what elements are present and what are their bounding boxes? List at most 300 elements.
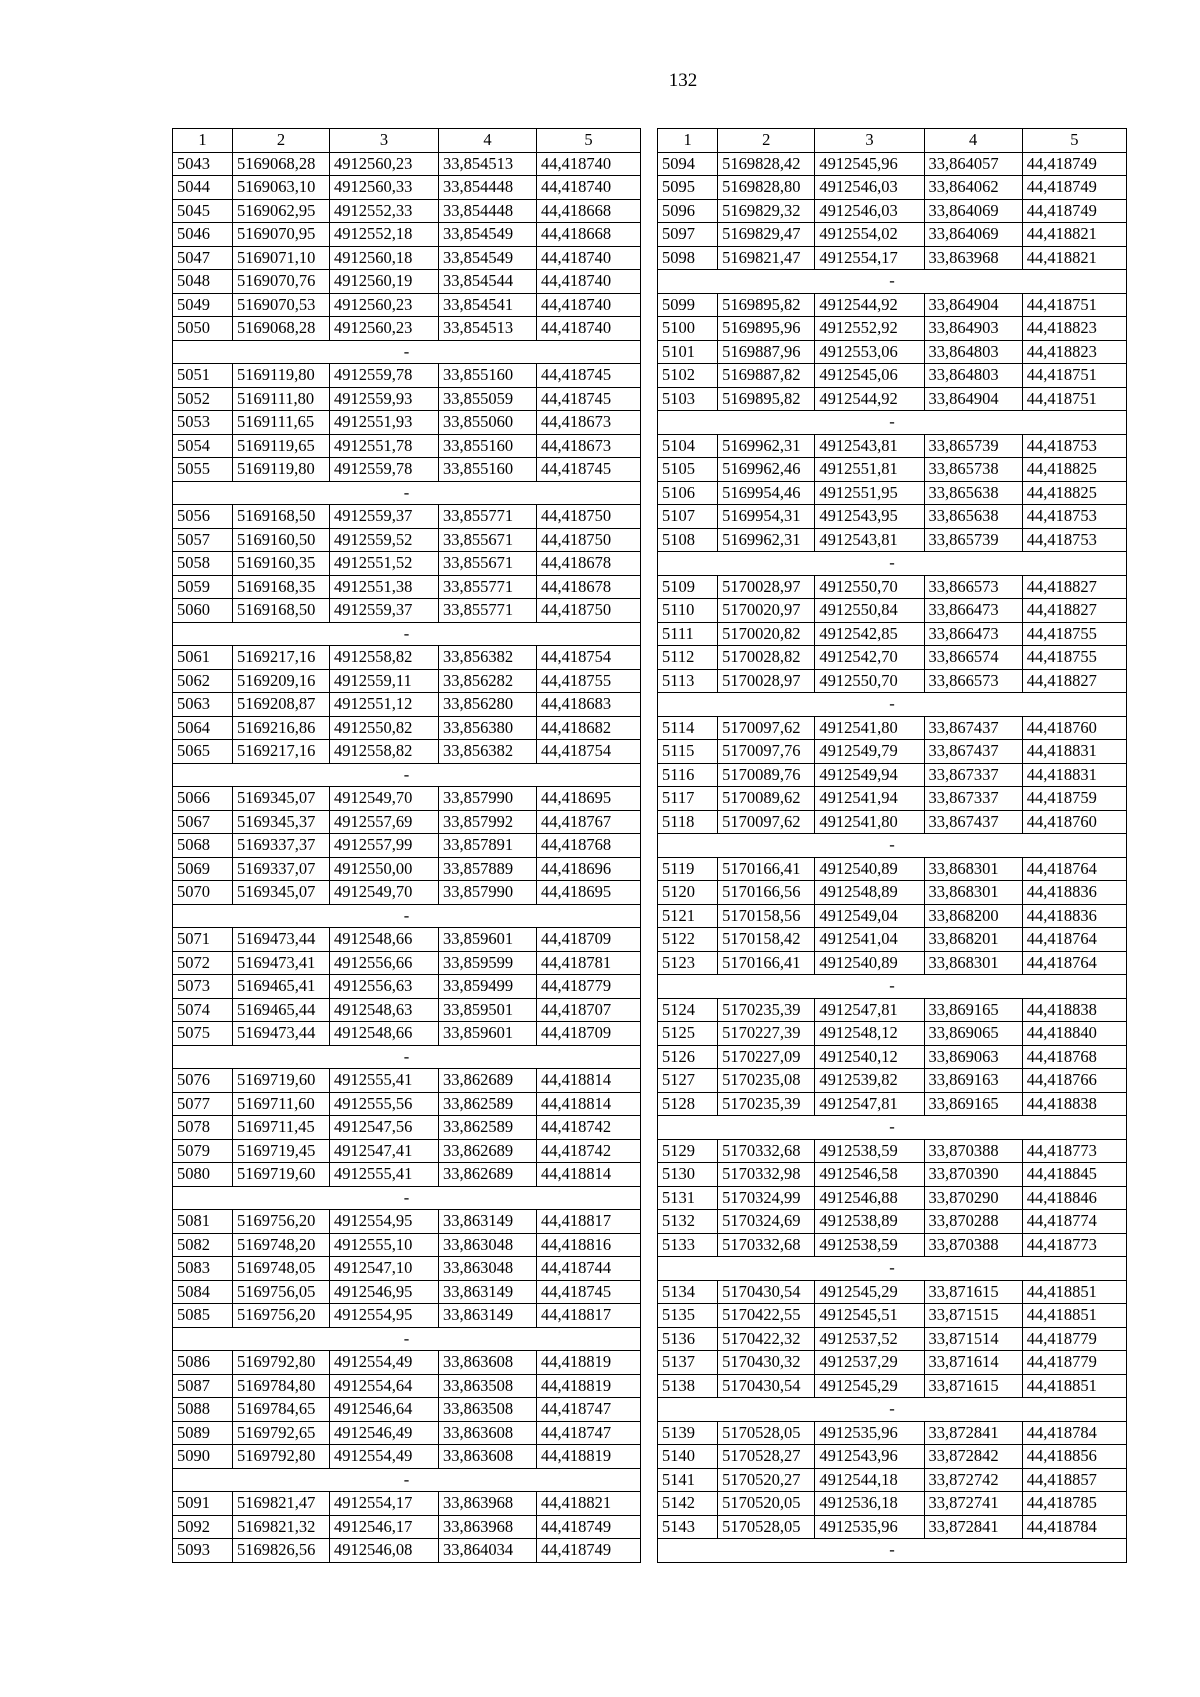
y-coordinate-cell: 4912543,81 [815,434,924,458]
y-coordinate-cell: 4912548,89 [815,881,924,905]
latitude-cell: 44,418749 [1022,199,1126,223]
point-number-cell: 5045 [173,199,233,223]
y-coordinate-cell: 4912544,92 [815,293,924,317]
longitude-cell: 33,864069 [924,199,1022,223]
longitude-cell: 33,859601 [439,1022,537,1046]
y-coordinate-cell: 4912541,94 [815,787,924,811]
separator-cell: - [173,1327,641,1351]
x-coordinate-cell: 5169465,41 [233,975,330,999]
latitude-cell: 44,418814 [537,1163,641,1187]
longitude-cell: 33,865739 [924,528,1022,552]
table-row [173,246,641,270]
x-coordinate-cell: 5169719,60 [233,1163,330,1187]
table-row [658,434,1127,458]
y-coordinate-cell: 4912552,92 [815,317,924,341]
y-coordinate-cell: 4912550,00 [330,857,439,881]
x-coordinate-cell: 5170020,97 [718,599,815,623]
longitude-cell: 33,863048 [439,1233,537,1257]
y-coordinate-cell: 4912549,79 [815,740,924,764]
latitude-cell: 44,418838 [1022,998,1126,1022]
x-coordinate-cell: 5169962,31 [718,434,815,458]
longitude-cell: 33,871515 [924,1304,1022,1328]
point-number-cell: 5141 [658,1468,718,1492]
longitude-cell: 33,872742 [924,1468,1022,1492]
table-row [173,152,641,176]
longitude-cell: 33,857992 [439,810,537,834]
x-coordinate-cell: 5170028,97 [718,575,815,599]
table-row [173,599,641,623]
longitude-cell: 33,867437 [924,810,1022,834]
longitude-cell: 33,867337 [924,763,1022,787]
separator-cell: - [658,411,1127,435]
table-row [173,505,641,529]
table-row [658,246,1127,270]
table-row [173,1445,641,1469]
separator-row [173,1186,641,1210]
latitude-cell: 44,418764 [1022,951,1126,975]
table-row [173,387,641,411]
table-row [658,1210,1127,1234]
separator-cell: - [173,481,641,505]
table-row [173,1539,641,1563]
y-coordinate-cell: 4912546,17 [330,1515,439,1539]
point-number-cell: 5124 [658,998,718,1022]
y-coordinate-cell: 4912545,51 [815,1304,924,1328]
x-coordinate-cell: 5169070,76 [233,270,330,294]
y-coordinate-cell: 4912554,17 [330,1492,439,1516]
latitude-cell: 44,418755 [537,669,641,693]
latitude-cell: 44,418755 [1022,646,1126,670]
x-coordinate-cell: 5169756,05 [233,1280,330,1304]
longitude-cell: 33,862589 [439,1092,537,1116]
longitude-cell: 33,872841 [924,1421,1022,1445]
longitude-cell: 33,854448 [439,176,537,200]
x-coordinate-cell: 5169217,16 [233,646,330,670]
table-row [658,223,1127,247]
point-number-cell: 5069 [173,857,233,881]
table-row [173,693,641,717]
longitude-cell: 33,870390 [924,1163,1022,1187]
latitude-cell: 44,418816 [537,1233,641,1257]
x-coordinate-cell: 5169821,32 [233,1515,330,1539]
y-coordinate-cell: 4912560,23 [330,317,439,341]
separator-row [173,340,641,364]
longitude-cell: 33,868301 [924,881,1022,905]
latitude-cell: 44,418678 [537,575,641,599]
table-row [658,387,1127,411]
y-coordinate-cell: 4912551,95 [815,481,924,505]
longitude-cell: 33,866574 [924,646,1022,670]
y-coordinate-cell: 4912549,70 [330,787,439,811]
longitude-cell: 33,863508 [439,1374,537,1398]
table-row [173,411,641,435]
table-row [173,951,641,975]
point-number-cell: 5136 [658,1327,718,1351]
table-row [658,1092,1127,1116]
y-coordinate-cell: 4912558,82 [330,646,439,670]
latitude-cell: 44,418774 [1022,1210,1126,1234]
longitude-cell: 33,856380 [439,716,537,740]
x-coordinate-cell: 5169208,87 [233,693,330,717]
latitude-cell: 44,418767 [537,810,641,834]
x-coordinate-cell: 5169217,16 [233,740,330,764]
point-number-cell: 5079 [173,1139,233,1163]
coordinates-table-left [172,128,641,1563]
table-row [658,481,1127,505]
column-header: 5 [1022,129,1126,153]
separator-cell: - [658,834,1127,858]
longitude-cell: 33,865638 [924,505,1022,529]
column-header: 4 [924,129,1022,153]
x-coordinate-cell: 5169337,07 [233,857,330,881]
x-coordinate-cell: 5169962,46 [718,458,815,482]
longitude-cell: 33,857990 [439,787,537,811]
y-coordinate-cell: 4912540,89 [815,857,924,881]
y-coordinate-cell: 4912554,49 [330,1445,439,1469]
latitude-cell: 44,418753 [1022,434,1126,458]
table-row [173,552,641,576]
y-coordinate-cell: 4912536,18 [815,1492,924,1516]
latitude-cell: 44,418751 [1022,293,1126,317]
table-row [658,857,1127,881]
latitude-cell: 44,418779 [537,975,641,999]
table-row [658,998,1127,1022]
column-header: 2 [718,129,815,153]
table-row [658,787,1127,811]
y-coordinate-cell: 4912546,64 [330,1398,439,1422]
longitude-cell: 33,859499 [439,975,537,999]
point-number-cell: 5076 [173,1069,233,1093]
longitude-cell: 33,864904 [924,293,1022,317]
separator-row [658,411,1127,435]
table-row [173,1210,641,1234]
latitude-cell: 44,418766 [1022,1069,1126,1093]
point-number-cell: 5096 [658,199,718,223]
table-row [173,528,641,552]
x-coordinate-cell: 5169784,80 [233,1374,330,1398]
x-coordinate-cell: 5170332,98 [718,1163,815,1187]
table-row [658,340,1127,364]
longitude-cell: 33,870388 [924,1139,1022,1163]
x-coordinate-cell: 5169895,82 [718,387,815,411]
table-row [173,646,641,670]
latitude-cell: 44,418838 [1022,1092,1126,1116]
point-number-cell: 5067 [173,810,233,834]
x-coordinate-cell: 5169070,53 [233,293,330,317]
latitude-cell: 44,418749 [537,1515,641,1539]
point-number-cell: 5093 [173,1539,233,1563]
longitude-cell: 33,868201 [924,928,1022,952]
separator-row [658,1116,1127,1140]
latitude-cell: 44,418745 [537,387,641,411]
latitude-cell: 44,418821 [1022,223,1126,247]
y-coordinate-cell: 4912556,63 [330,975,439,999]
table-row [173,364,641,388]
y-coordinate-cell: 4912535,96 [815,1421,924,1445]
x-coordinate-cell: 5170020,82 [718,622,815,646]
longitude-cell: 33,868301 [924,951,1022,975]
y-coordinate-cell: 4912548,63 [330,998,439,1022]
point-number-cell: 5106 [658,481,718,505]
longitude-cell: 33,855671 [439,528,537,552]
point-number-cell: 5085 [173,1304,233,1328]
latitude-cell: 44,418760 [1022,716,1126,740]
y-coordinate-cell: 4912559,11 [330,669,439,693]
x-coordinate-cell: 5170097,62 [718,716,815,740]
latitude-cell: 44,418695 [537,787,641,811]
longitude-cell: 33,864904 [924,387,1022,411]
x-coordinate-cell: 5169962,31 [718,528,815,552]
table-header-row [173,129,641,153]
longitude-cell: 33,862689 [439,1139,537,1163]
point-number-cell: 5107 [658,505,718,529]
latitude-cell: 44,418707 [537,998,641,1022]
table-row [173,270,641,294]
latitude-cell: 44,418668 [537,223,641,247]
latitude-cell: 44,418836 [1022,881,1126,905]
longitude-cell: 33,867337 [924,787,1022,811]
y-coordinate-cell: 4912551,78 [330,434,439,458]
table-row [173,1257,641,1281]
longitude-cell: 33,854513 [439,317,537,341]
point-number-cell: 5102 [658,364,718,388]
y-coordinate-cell: 4912537,29 [815,1351,924,1375]
table-row [173,1280,641,1304]
longitude-cell: 33,863508 [439,1398,537,1422]
y-coordinate-cell: 4912556,66 [330,951,439,975]
longitude-cell: 33,871614 [924,1351,1022,1375]
point-number-cell: 5088 [173,1398,233,1422]
table-row [173,1421,641,1445]
y-coordinate-cell: 4912552,33 [330,199,439,223]
longitude-cell: 33,854549 [439,223,537,247]
longitude-cell: 33,865738 [924,458,1022,482]
table-row [173,1069,641,1093]
longitude-cell: 33,862689 [439,1069,537,1093]
table-row [173,881,641,905]
point-number-cell: 5060 [173,599,233,623]
y-coordinate-cell: 4912545,29 [815,1280,924,1304]
y-coordinate-cell: 4912549,04 [815,904,924,928]
point-number-cell: 5120 [658,881,718,905]
longitude-cell: 33,856382 [439,740,537,764]
latitude-cell: 44,418814 [537,1069,641,1093]
x-coordinate-cell: 5169473,44 [233,928,330,952]
point-number-cell: 5126 [658,1045,718,1069]
separator-row [658,1257,1127,1281]
column-header: 4 [439,129,537,153]
y-coordinate-cell: 4912555,41 [330,1163,439,1187]
point-number-cell: 5139 [658,1421,718,1445]
longitude-cell: 33,862689 [439,1163,537,1187]
x-coordinate-cell: 5169792,65 [233,1421,330,1445]
x-coordinate-cell: 5170324,99 [718,1186,815,1210]
table-row [658,1327,1127,1351]
column-header: 1 [173,129,233,153]
y-coordinate-cell: 4912560,18 [330,246,439,270]
table-row [173,1492,641,1516]
x-coordinate-cell: 5169756,20 [233,1210,330,1234]
longitude-cell: 33,855160 [439,434,537,458]
x-coordinate-cell: 5169829,32 [718,199,815,223]
separator-cell: - [658,552,1127,576]
y-coordinate-cell: 4912548,12 [815,1022,924,1046]
y-coordinate-cell: 4912551,38 [330,575,439,599]
coordinates-table-right [657,128,1127,1563]
latitude-cell: 44,418673 [537,434,641,458]
table-row [658,622,1127,646]
x-coordinate-cell: 5169792,80 [233,1351,330,1375]
point-number-cell: 5053 [173,411,233,435]
longitude-cell: 33,854541 [439,293,537,317]
y-coordinate-cell: 4912551,12 [330,693,439,717]
point-number-cell: 5071 [173,928,233,952]
latitude-cell: 44,418851 [1022,1304,1126,1328]
y-coordinate-cell: 4912559,37 [330,505,439,529]
x-coordinate-cell: 5169887,96 [718,340,815,364]
y-coordinate-cell: 4912560,33 [330,176,439,200]
point-number-cell: 5049 [173,293,233,317]
x-coordinate-cell: 5169209,16 [233,669,330,693]
table-row [173,1163,641,1187]
separator-cell: - [658,1398,1127,1422]
point-number-cell: 5048 [173,270,233,294]
table-row [658,364,1127,388]
longitude-cell: 33,864069 [924,223,1022,247]
y-coordinate-cell: 4912554,95 [330,1210,439,1234]
longitude-cell: 33,867437 [924,740,1022,764]
x-coordinate-cell: 5169828,42 [718,152,815,176]
table-row [658,293,1127,317]
latitude-cell: 44,418827 [1022,599,1126,623]
table-row [658,176,1127,200]
x-coordinate-cell: 5169345,07 [233,787,330,811]
y-coordinate-cell: 4912560,23 [330,152,439,176]
x-coordinate-cell: 5170166,41 [718,857,815,881]
x-coordinate-cell: 5169711,60 [233,1092,330,1116]
x-coordinate-cell: 5169719,45 [233,1139,330,1163]
y-coordinate-cell: 4912546,03 [815,176,924,200]
x-coordinate-cell: 5169160,35 [233,552,330,576]
latitude-cell: 44,418784 [1022,1421,1126,1445]
latitude-cell: 44,418682 [537,716,641,740]
latitude-cell: 44,418709 [537,1022,641,1046]
longitude-cell: 33,863968 [439,1515,537,1539]
longitude-cell: 33,868200 [924,904,1022,928]
latitude-cell: 44,418740 [537,246,641,270]
x-coordinate-cell: 5169168,50 [233,505,330,529]
point-number-cell: 5109 [658,575,718,599]
table-row [173,975,641,999]
longitude-cell: 33,872841 [924,1515,1022,1539]
table-row [173,834,641,858]
point-number-cell: 5082 [173,1233,233,1257]
separator-row [173,1327,641,1351]
longitude-cell: 33,855160 [439,458,537,482]
y-coordinate-cell: 4912544,18 [815,1468,924,1492]
table-row [658,1445,1127,1469]
longitude-cell: 33,859599 [439,951,537,975]
latitude-cell: 44,418749 [1022,152,1126,176]
y-coordinate-cell: 4912535,96 [815,1515,924,1539]
y-coordinate-cell: 4912550,70 [815,669,924,693]
y-coordinate-cell: 4912539,82 [815,1069,924,1093]
table-row [173,1374,641,1398]
latitude-cell: 44,418779 [1022,1327,1126,1351]
x-coordinate-cell: 5169345,07 [233,881,330,905]
point-number-cell: 5127 [658,1069,718,1093]
table-row [173,1515,641,1539]
point-number-cell: 5117 [658,787,718,811]
point-number-cell: 5061 [173,646,233,670]
y-coordinate-cell: 4912547,41 [330,1139,439,1163]
point-number-cell: 5115 [658,740,718,764]
table-row [658,528,1127,552]
x-coordinate-cell: 5170332,68 [718,1139,815,1163]
point-number-cell: 5134 [658,1280,718,1304]
x-coordinate-cell: 5169821,47 [718,246,815,270]
table-row [173,669,641,693]
point-number-cell: 5111 [658,622,718,646]
y-coordinate-cell: 4912550,70 [815,575,924,599]
longitude-cell: 33,863149 [439,1304,537,1328]
point-number-cell: 5078 [173,1116,233,1140]
x-coordinate-cell: 5169119,80 [233,458,330,482]
latitude-cell: 44,418851 [1022,1374,1126,1398]
longitude-cell: 33,855771 [439,599,537,623]
latitude-cell: 44,418851 [1022,1280,1126,1304]
point-number-cell: 5065 [173,740,233,764]
separator-row [173,1045,641,1069]
latitude-cell: 44,418823 [1022,340,1126,364]
latitude-cell: 44,418709 [537,928,641,952]
table-row [173,1092,641,1116]
longitude-cell: 33,868301 [924,857,1022,881]
x-coordinate-cell: 5170235,39 [718,998,815,1022]
point-number-cell: 5098 [658,246,718,270]
table-row [658,881,1127,905]
separator-row [658,834,1127,858]
y-coordinate-cell: 4912550,84 [815,599,924,623]
separator-cell: - [658,975,1127,999]
table-row [658,1304,1127,1328]
x-coordinate-cell: 5170430,32 [718,1351,815,1375]
x-coordinate-cell: 5169071,10 [233,246,330,270]
table-row [658,1163,1127,1187]
x-coordinate-cell: 5169345,37 [233,810,330,834]
separator-cell: - [658,1257,1127,1281]
latitude-cell: 44,418814 [537,1092,641,1116]
y-coordinate-cell: 4912554,64 [330,1374,439,1398]
x-coordinate-cell: 5170166,41 [718,951,815,975]
latitude-cell: 44,418740 [537,270,641,294]
latitude-cell: 44,418749 [1022,176,1126,200]
table-row [658,951,1127,975]
point-number-cell: 5104 [658,434,718,458]
longitude-cell: 33,864803 [924,364,1022,388]
separator-row [658,270,1127,294]
x-coordinate-cell: 5169160,50 [233,528,330,552]
separator-row [658,1398,1127,1422]
y-coordinate-cell: 4912557,69 [330,810,439,834]
y-coordinate-cell: 4912558,82 [330,740,439,764]
table-row [658,1186,1127,1210]
y-coordinate-cell: 4912547,56 [330,1116,439,1140]
point-number-cell: 5084 [173,1280,233,1304]
separator-cell: - [658,270,1127,294]
latitude-cell: 44,418825 [1022,458,1126,482]
table-row [658,1045,1127,1069]
